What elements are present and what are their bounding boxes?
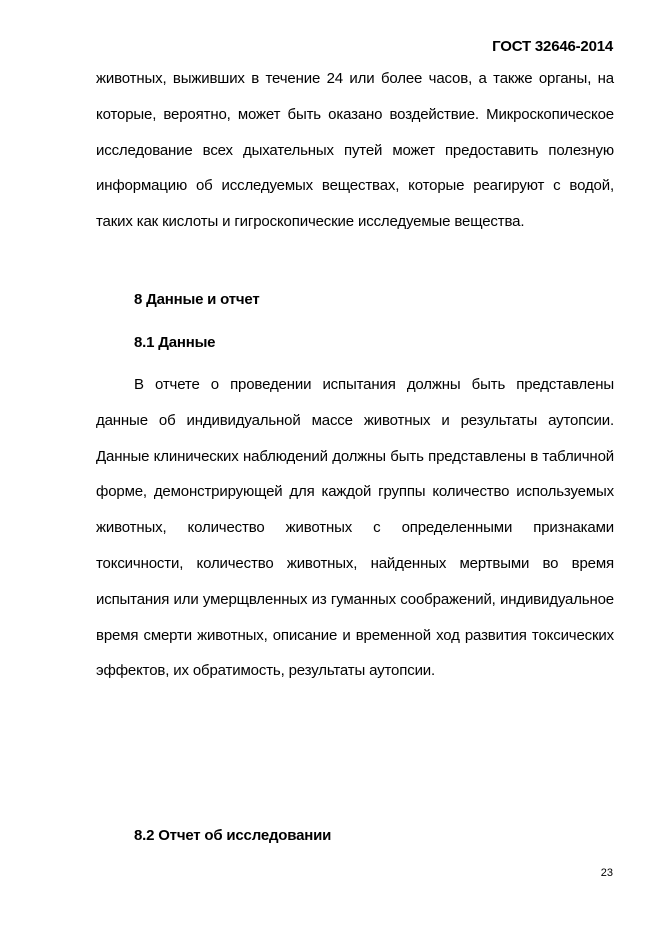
document-code-header: ГОСТ 32646-2014 (492, 38, 613, 55)
section-heading-8: 8 Данные и отчет (134, 291, 260, 308)
paragraph-continuation: животных, выживших в течение 24 или более часов, а также органы, на которые, вероятно, может быть оказано воздействие. Микроскопическое исследование всех дыхательных путей может предоставить полезную информацию об исследуемых веществах, которые реагируют с водой, таких как кислоты и гигроскопические исследуемые вещества. (96, 70, 614, 231)
paragraph-data: В отчете о проведении испытания должны быть представлены данные об индивидуальной массе животных и результаты аутопсии. Данные клинических наблюдений должны быть представлены в табличной форме, демонстрирующей для каждой группы количество используемых животных, количество животных с определенными признаками токсичности, количество животных, найденных мертвыми во время испытания или умерщвленных из гуманных соображений, индивидуальное время смерти животных, описание и временной ход развития токсических эффектов, их обратимость, результаты аутопсии. (96, 376, 614, 680)
section-heading-8-2: 8.2 Отчет об исследовании (134, 827, 332, 844)
section-heading-8-1: 8.1 Данные (134, 334, 216, 351)
page-number: 23 (600, 867, 613, 879)
